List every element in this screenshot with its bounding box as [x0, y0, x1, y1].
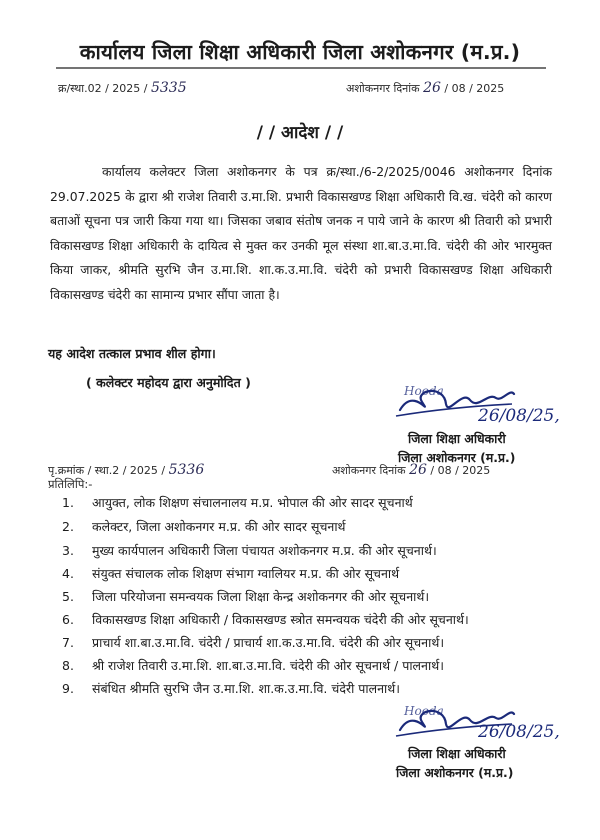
- signature-1-district: जिला अशोकनगर (म.प्र.): [398, 450, 516, 465]
- order-date: अशोकनगर दिनांक 26 / 08 / 2025: [346, 80, 505, 96]
- copy-to-label: प्रतिलिपि:-: [48, 477, 93, 491]
- handwritten-order-date: 26: [423, 80, 441, 96]
- list-item: 9. संबंधित श्रीमति सुरभि जैन उ.मा.शि. शा.क.उ.मा.वि. चंदेरी पालनार्थ।: [62, 681, 400, 696]
- handwritten-endorsement-number: 5336: [168, 462, 205, 478]
- list-item: 3. मुख्य कार्यपालन अधिकारी जिला पंचायत अशोकनगर म.प्र. की ओर सूचनार्थ।: [62, 543, 437, 558]
- signature-2-district: जिला अशोकनगर (म.प्र.): [396, 765, 514, 780]
- list-item: 5. जिला परियोजना समन्वयक जिला शिक्षा केन्द्र अशोकनगर की ओर सूचनार्थ।: [62, 589, 430, 604]
- handwritten-endorsement-date: 26: [409, 462, 427, 478]
- effect-statement: यह आदेश तत्काल प्रभाव शील होगा।: [48, 346, 216, 361]
- signature-1-date: 26/08/25,: [478, 406, 560, 426]
- signature-1-designation: जिला शिक्षा अधिकारी: [408, 431, 506, 446]
- list-item: 8. श्री राजेश तिवारी उ.मा.शि. शा.बा.उ.मा.वि. चंदेरी की ओर सूचनार्थ / पालनार्थ।: [62, 658, 444, 673]
- signature-2-initials: Hooda: [404, 704, 444, 718]
- order-body-paragraph: कार्यालय कलेक्टर जिला अशोकनगर के पत्र क्र/स्था./6-2/2025/0046 अशोकनगर दिनांक 29.07.2025 के द्वारा श्री राजेश तिवारी उ.मा.शि. प्रभारी विकासखण्ड शिक्षा अधिकारी वि.ख. चंदेरी को कारण बताओं सूचना पत्र जारी किया गया था। जिसका जबाव संतोष जनक न पाये जाने के कारण श्री तिवारी को प्रभारी विकासखण्ड शिक्षा अधिकारी के दायित्व से मुक्त कर उनकी मूल संस्था शा.बा.उ.मा.वि. चंदेरी की ओर भारमुक्त किया जाकर, श्रीमति सुरभि जैन उ.मा.शि. शा.क.उ.मा.वि. चंदेरी को प्रभारी विकासखण्ड शिक्षा अधिकारी विकासखण्ड चंदेरी का सामान्य प्रभार सौंपा जाता है।: [50, 164, 552, 302]
- order-title: / / आदेश / /: [256, 123, 344, 143]
- list-item: 2. कलेक्टर, जिला अशोकनगर म.प्र. की ओर सादर सूचनार्थ: [62, 519, 346, 534]
- list-item: 6. विकासखण्ड शिक्षा अधिकारी / विकासखण्ड स्त्रोत समन्वयक चंदेरी की ओर सूचनार्थ।: [62, 612, 469, 627]
- handwritten-order-number: 5335: [150, 80, 187, 96]
- signature-2-date: 26/08/25,: [478, 722, 560, 742]
- list-item: 7. प्राचार्य शा.बा.उ.मा.वि. चंदेरी / प्राचार्य शा.क.उ.मा.वि. चंदेरी की ओर सूचनार्थ।: [62, 635, 445, 650]
- list-item: 4. संयुक्त संचालक लोक शिक्षण संभाग ग्वालियर म.प्र. की ओर सूचनार्थ: [62, 566, 400, 581]
- endorsement-date: अशोकनगर दिनांक 26 / 08 / 2025: [332, 462, 491, 478]
- list-item: 1. आयुक्त, लोक शिक्षण संचालनालय म.प्र. भोपाल की ओर सादर सूचनार्थ: [62, 495, 413, 510]
- header-underline: [56, 66, 546, 70]
- order-reference-number: क्र/स्था.02 / 2025 / 5335: [58, 80, 187, 96]
- signature-2-designation: जिला शिक्षा अधिकारी: [408, 746, 506, 761]
- signature-1-initials: Hooda: [404, 384, 444, 398]
- office-heading: कार्यालय जिला शिक्षा अधिकारी जिला अशोकनगर (म.प्र.): [79, 40, 521, 64]
- endorsement-number: पृ.क्रमांक / स्था.2 / 2025 / 5336: [48, 462, 205, 478]
- collector-approval-note: ( कलेक्टर महोदय द्वारा अनुमोदित ): [86, 375, 251, 390]
